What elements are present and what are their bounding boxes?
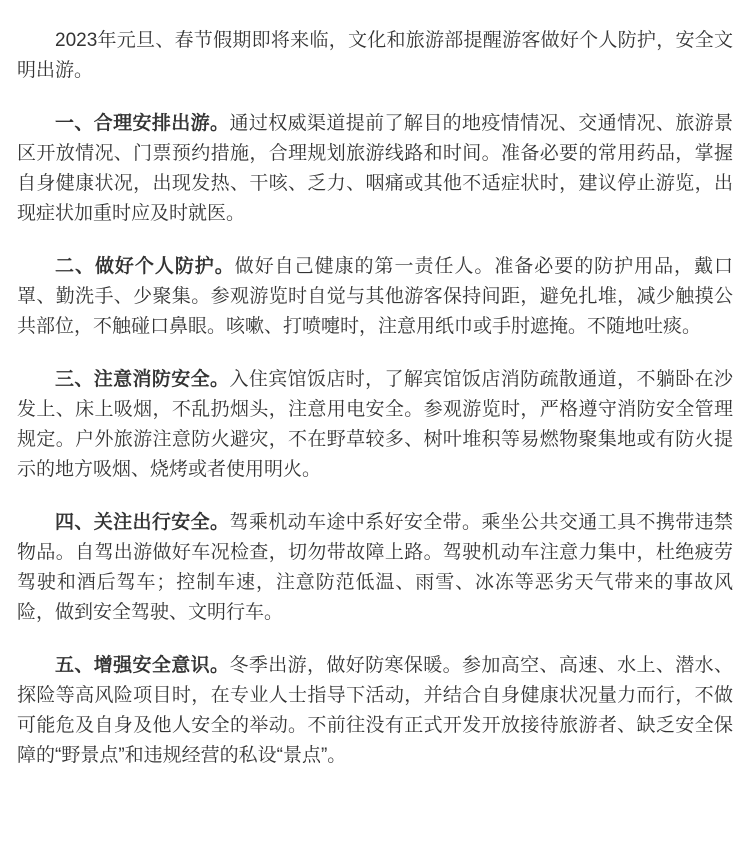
section-5-body: 冬季出游，做好防寒保暖。参加高空、高速、水上、潜水、探险等高风险项目时，在专业人士指导下活动，并结合自身健康状况量力而行，不做可能危及自身及他人安全的举动。不前往没有正式开发开放接待旅游者、缺乏安全保障的“野景点”和违规经营的私设“景点”。	[17, 655, 733, 766]
section-4-body: 驾乘机动车途中系好安全带。乘坐公共交通工具不携带违禁物品。自驾出游做好车况检查，切勿带故障上路。驾驶机动车注意力集中，杜绝疲劳驾驶和酒后驾车；控制车速，注意防范低温、雨雪、冰冻等恶劣天气带来的事故风险，做到安全驾驶、文明行车。	[17, 512, 733, 623]
section-5-paragraph	[17, 651, 733, 771]
section-1-heading: 一、合理安排出游。	[55, 113, 230, 134]
section-2-body: 做好自己健康的第一责任人。准备必要的防护用品，戴口罩、勤洗手、少聚集。参观游览时自觉与其他游客保持间距，避免扎堆，减少触摸公共部位，不触碰口鼻眼。咳嗽、打喷嚏时，注意用纸巾或手肘遮掩。不随地吐痰。	[17, 256, 733, 337]
section-1-paragraph	[17, 109, 733, 229]
section-1-body: 通过权威渠道提前了解目的地疫情情况、交通情况、旅游景区开放情况、门票预约措施，合理规划旅游线路和时间。准备必要的常用药品，掌握自身健康状况，出现发热、干咳、乏力、咽痛或其他不适症状时，建议停止游览，出现症状加重时应及时就医。	[17, 113, 733, 224]
section-3-heading: 三、注意消防安全。	[55, 369, 230, 390]
section-4-paragraph	[17, 508, 733, 628]
intro-text: 2023年元旦、春节假期即将来临，文化和旅游部提醒游客做好个人防护，安全文明出游。	[17, 30, 733, 81]
section-5-heading: 五、增强安全意识。	[55, 655, 230, 676]
section-3-paragraph	[17, 365, 733, 485]
section-2-heading: 二、做好个人防护。	[55, 256, 235, 277]
section-2-paragraph	[17, 252, 733, 342]
section-3-body: 入住宾馆饭店时，了解宾馆饭店消防疏散通道，不躺卧在沙发上、床上吸烟，不乱扔烟头，注意用电安全。参观游览时，严格遵守消防安全管理规定。户外旅游注意防火避灾，不在野草较多、树叶堆积等易燃物聚集地或有防火提示的地方吸烟、烧烤或者使用明火。	[17, 369, 733, 480]
section-4-heading: 四、关注出行安全。	[55, 512, 230, 533]
intro-paragraph	[17, 26, 733, 86]
